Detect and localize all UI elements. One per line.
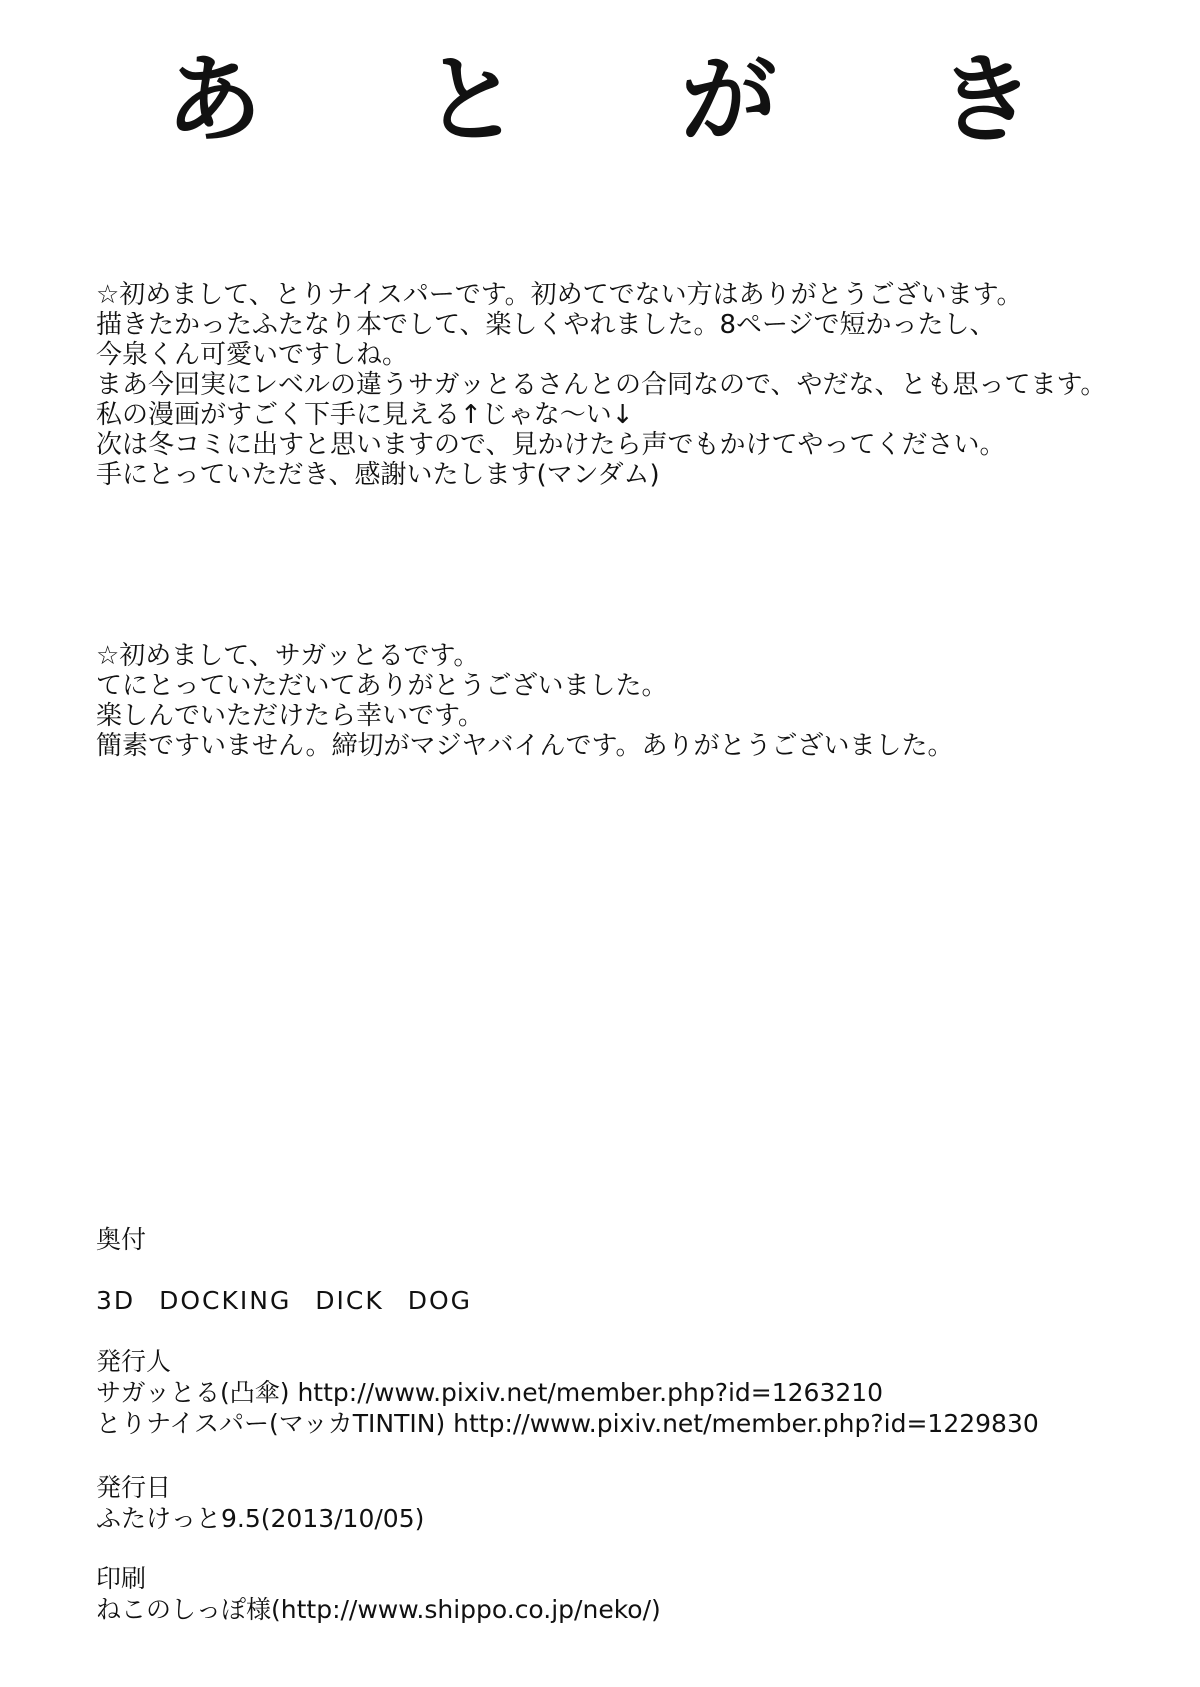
message-line: 簡素ですいません。締切がマジヤバイんです。ありがとうございました。 <box>96 731 954 761</box>
print-label: 印刷 <box>96 1564 147 1593</box>
publisher-entry: サガッとる(凸傘) http://www.pixiv.net/member.php?id=1263210 <box>96 1378 884 1407</box>
message-line: 今泉くん可愛いですしね。 <box>96 340 409 370</box>
colophon-work-block <box>96 1285 1176 1316</box>
work-title: 3D DOCKING DICK DOG <box>96 1286 472 1315</box>
message-line: ☆初めまして、サガッとるです。 <box>96 641 480 671</box>
message-line: 手にとっていただき、感謝いたします(マンダム) <box>96 460 660 490</box>
colophon-heading-block <box>96 1224 1176 1255</box>
publisher-entry: とりナイスパー(マッカTINTIN) http://www.pixiv.net/member.php?id=1229830 <box>96 1409 1039 1438</box>
message-line: てにとっていただいてありがとうございました。 <box>96 671 668 701</box>
message-line: 私の漫画がすごく下手に見える↑じゃな〜い↓ <box>96 400 634 430</box>
colophon-date-block <box>96 1472 1176 1534</box>
date-label: 発行日 <box>96 1473 172 1502</box>
message-line: 次は冬コミに出すと思いますので、見かけたら声でもかけてやってください。 <box>96 430 1006 460</box>
print-value: ねこのしっぽ様(http://www.shippo.co.jp/neko/) <box>96 1595 661 1624</box>
afterword-message-2 <box>96 641 1176 761</box>
colophon-print-block <box>96 1563 1176 1625</box>
message-line: まあ今回実にレベルの違うサガッとるさんとの合同なので、やだな、とも思ってます。 <box>96 370 1107 400</box>
page-title: あ と が き <box>165 44 1099 156</box>
publisher-label: 発行人 <box>96 1347 172 1376</box>
date-value: ふたけっと9.5(2013/10/05) <box>96 1504 425 1533</box>
afterword-message-1 <box>96 280 1176 490</box>
message-line: ☆初めまして、とりナイスパーです。初めてでない方はありがとうございます。 <box>96 280 1023 310</box>
message-line: 楽しんでいただけたら幸いです。 <box>96 701 484 731</box>
colophon-heading: 奥付 <box>96 1225 147 1254</box>
colophon-publisher-block <box>96 1346 1176 1439</box>
message-line: 描きたかったふたなり本でして、楽しくやれました。8ページで短かったし、 <box>96 310 996 340</box>
